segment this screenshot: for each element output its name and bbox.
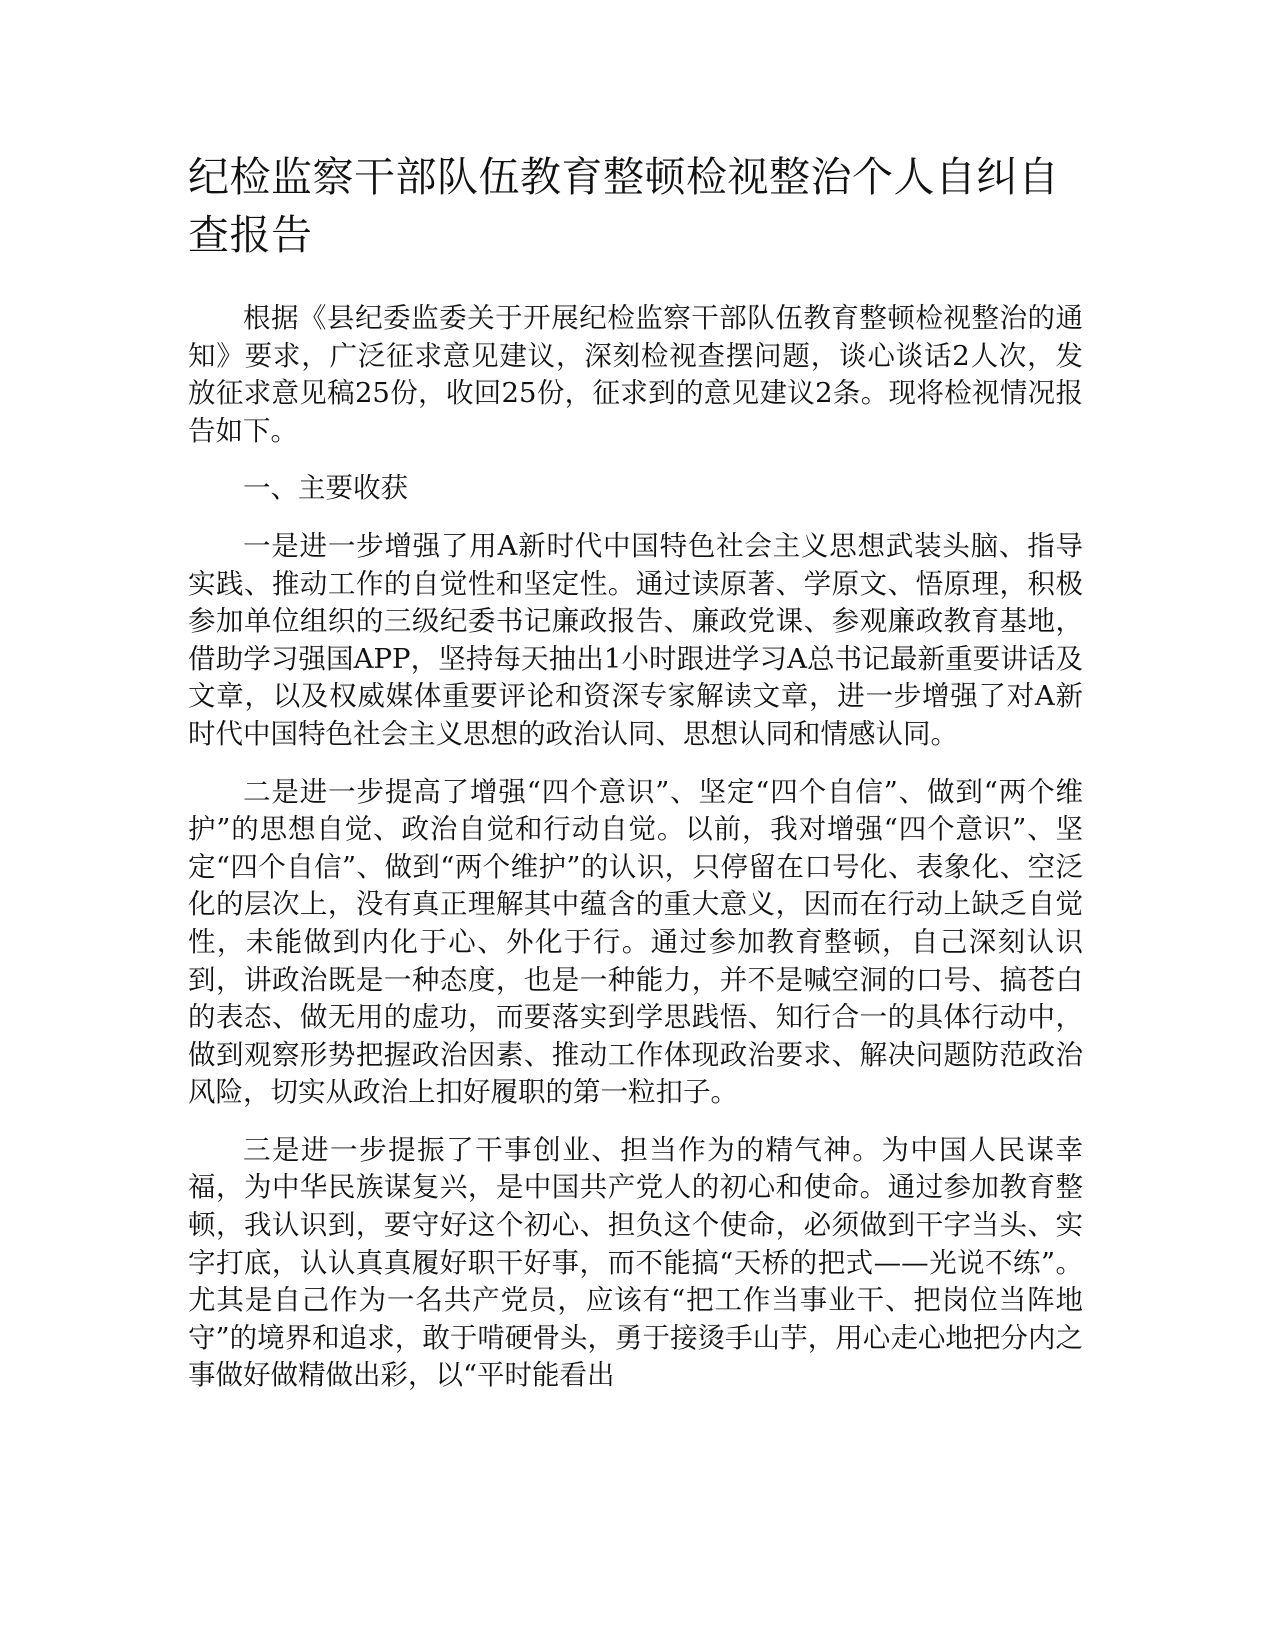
- section-heading-main-gains: 一、主要收获: [243, 472, 408, 505]
- paragraph-second-gain: 二是进一步提高了增强“四个意识”、坚定“四个自信”、做到“两个维护”的思想自觉、政治自觉和行动自觉。以前，我对增强“四个意识”、坚定“四个自信”、做到“两个维护”的认识，只停留在口号化、表象化、空泛化的层次上，没有真正理解其中蕴含的重大意义，因而在行动上缺乏自觉性，未能做到内化于心、外化于行。通过参加教育整顿，自己深刻认识到，讲政治既是一种态度，也是一种能力，并不是喊空洞的口号、搞苍白的表态、做无用的虚功，而要落实到学思践悟、知行合一的具体行动中，做到观察形势把握政治因素、推动工作体现政治要求、解决问题防范政治风险，切实从政治上扣好履职的第一粒扣子。: [188, 775, 1083, 1109]
- document-body: [188, 148, 1083, 1415]
- paragraph-first-gain: 一是进一步增强了用A新时代中国特色社会主义思想武装头脑、指导实践、推动工作的自觉性和坚定性。通过读原著、学原文、悟原理，积极参加单位组织的三级纪委书记廉政报告、廉政党课、参观廉政教育基地，借助学习强国APP，坚持每天抽出1小时跟进学习A总书记最新重要讲话及文章，以及权威媒体重要评论和资深专家解读文章，进一步增强了对A新时代中国特色社会主义思想的政治认同、思想认同和情感认同。: [188, 529, 1083, 750]
- intro-paragraph: 根据《县纪委监委关于开展纪检监察干部队伍教育整顿检视整治的通知》要求，广泛征求意见建议，深刻检视查摆问题，谈心谈话2人次，发放征求意见稿25份，收回25份，征求到的意见建议2条。现将检视情况报告如下。: [188, 302, 1083, 447]
- paragraph-third-gain: 三是进一步提振了干事创业、担当作为的精气神。为中国人民谋幸福，为中华民族谋复兴，是中国共产党人的初心和使命。通过参加教育整顿，我认识到，要守好这个初心、担负这个使命，必须做到干字当头、实字打底，认认真真履好职干好事，而不能搞“天桥的把式——光说不练”。尤其是自己作为一名共产党员，应该有“把工作当事业干、把岗位当阵地守”的境界和追求，敢于啃硬骨头，勇于接烫手山芋，用心走心地把分内之事做好做精做出彩，以“平时能看出: [188, 1133, 1083, 1392]
- document-title: 纪检监察干部队伍教育整顿检视整治个人自纠自查报告: [188, 153, 1060, 259]
